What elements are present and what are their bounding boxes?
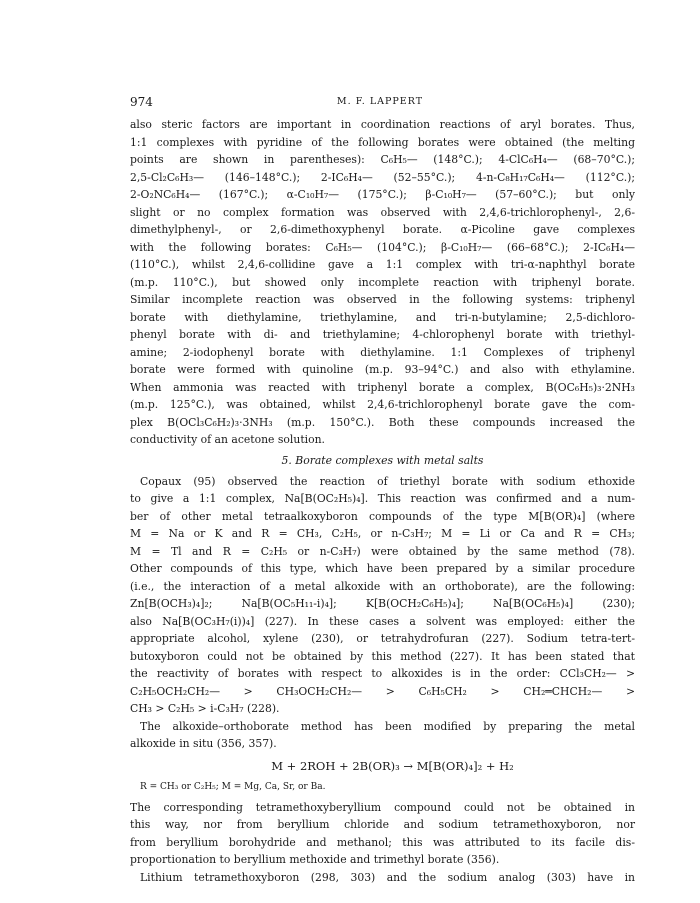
text-line: (m.p. 110°C.), but showed only incomplete reaction with triphenyl borate. — [130, 275, 635, 289]
paragraph-3 — [130, 718, 635, 753]
text-line: 1:1 complexes with pyridine of the following borates were obtained (the melting — [130, 135, 635, 149]
text-line: C₂H₅OCH₂CH₂— > CH₃OCH₂CH₂— > C₆H₅CH₂ > CH₂═CHCH₂— > — [130, 684, 635, 698]
page-header — [130, 95, 630, 111]
text-line: butoxyboron could not be obtained by this method (227). It has been stated that — [130, 649, 635, 663]
paragraph-2 — [130, 473, 635, 718]
text-line: 2-O₂NC₆H₄— (167°C.); α-C₁₀H₇— (175°C.); β-C₁₀H₇— (57–60°C.); but only — [130, 188, 635, 201]
text-line: plex B(OCl₃C₆H₂)₃·3NH₃ (m.p. 150°C.). Both these compounds increased the — [130, 415, 635, 429]
text-line: proportionation to beryllium methoxide and trimethyl borate (356). — [130, 853, 500, 866]
text-line: M = Na or K and R = CH₃, C₂H₅, or n-C₃H₇; M = Li or Ca and R = CH₃; — [130, 527, 635, 540]
text-line: the reactivity of borates with respect to alkoxides is in the order: CCl₃CH₂— > — [130, 667, 635, 680]
text-line: to give a 1:1 complex, Na[B(OC₂H₅)₄]. This reaction was confirmed and a num- — [130, 492, 635, 505]
text-line: points are shown in parentheses): C₆H₅— (148°C.); 4-ClC₆H₄— (68–70°C.); — [130, 153, 635, 166]
text-line: CH₃ > C₂H₅ > i-C₃H₇ (228). — [130, 702, 280, 715]
paragraph-5 — [130, 869, 635, 887]
text-line: Zn[B(OCH₃)₄]₂; Na[B(OC₅H₁₁-i)₄]; K[B(OCH₂C₆H₅)₄]; Na[B(OC₆H₅)₄] (230); — [130, 597, 635, 610]
section-heading: 5. Borate complexes with metal salts — [281, 453, 484, 467]
text-line: Copaux (95) observed the reaction of triethyl borate with sodium ethoxide — [140, 474, 635, 488]
text-line: Other compounds of this type, which have been prepared by a similar procedure — [130, 562, 635, 575]
text-line: appropriate alcohol, xylene (230), or tetrahydrofuran (227). Sodium tetra-tert- — [130, 632, 635, 645]
text-line: alkoxide in situ (356, 357). — [130, 737, 277, 750]
text-line: conductivity of an acetone solution. — [130, 433, 325, 446]
text-line: (m.p. 125°C.), was obtained, whilst 2,4,6-trichlorophenyl borate gave the com- — [130, 398, 635, 411]
text-line: borate with diethylamine, triethylamine, and tri-n-butylamine; 2,5-dichloro- — [130, 310, 635, 324]
paragraph-4 — [130, 799, 635, 869]
text-line: borate were formed with quinoline (m.p. 93–94°C.) and also with ethylamine. — [130, 363, 635, 376]
text-line: amine; 2-iodophenyl borate with diethylamine. 1:1 Complexes of triphenyl — [130, 345, 635, 359]
text-line: When ammonia was reacted with triphenyl borate a complex, B(OC₆H₅)₃·2NH₃ — [130, 380, 635, 394]
text-line: Similar incomplete reaction was observed in the following systems: triphenyl — [130, 293, 635, 306]
text-line: The alkoxide–orthoborate method has been modified by preparing the metal — [140, 719, 635, 733]
text-line: (110°C.), whilst 2,4,6-collidine gave a 1:1 complex with tri-α-naphthyl borate — [130, 258, 635, 271]
page-body — [130, 116, 635, 886]
text-line: also steric factors are important in coordination reactions of aryl borates. Thus, — [130, 118, 635, 131]
text-line: Lithium tetramethoxyboron (298, 303) and the sodium analog (303) have in — [140, 870, 635, 884]
text-line: The corresponding tetramethoxyberyllium compound could not be obtained in — [130, 800, 635, 814]
text-line: ber of other metal tetraalkoxyboron compounds of the type M[B(OR)₄] (where — [130, 509, 635, 523]
text-line: 2,5-Cl₂C₆H₃— (146–148°C.); 2-IC₆H₄— (52–55°C.); 4-n-C₈H₁₇C₆H₄— (112°C.); — [130, 170, 635, 184]
text-line: phenyl borate with di- and triethylamine; 4-chlorophenyl borate with triethyl- — [130, 328, 635, 341]
text-line: from beryllium borohydride and methanol; this was attributed to its facile dis- — [130, 835, 635, 849]
text-line: this way, nor from beryllium chloride and sodium tetramethoxyboron, nor — [130, 818, 635, 831]
text-line: M = Tl and R = C₂H₅ or n-C₃H₇) were obtained by the same method (78). — [130, 544, 635, 558]
text-line: slight or no complex formation was observed with 2,4,6-trichlorophenyl-, 2,6- — [130, 205, 635, 219]
paragraph-1 — [130, 116, 635, 449]
page-number: 974 — [130, 95, 153, 109]
chemical-equation: M + 2ROH + 2B(OR)₃ → M[B(OR)₄]₂ + H₂ — [271, 758, 514, 773]
text-line: also Na[B(OC₃H₇(i))₄] (227). In these cases a solvent was employed: either the — [130, 614, 635, 628]
text-line: dimethylphenyl-, or 2,6-dimethoxyphenyl borate. α-Picoline gave complexes — [130, 223, 635, 236]
text-line: with the following borates: C₆H₅— (104°C.); β-C₁₀H₇— (66–68°C.); 2-IC₆H₄— — [130, 240, 635, 254]
equation-note: R = CH₃ or C₂H₅; M = Mg, Ca, Sr, or Ba. — [140, 781, 326, 792]
text-line: (i.e., the interaction of a metal alkoxide with an orthoborate), are the following: — [130, 579, 635, 593]
running-head: M. F. LAPPERT — [336, 96, 424, 107]
